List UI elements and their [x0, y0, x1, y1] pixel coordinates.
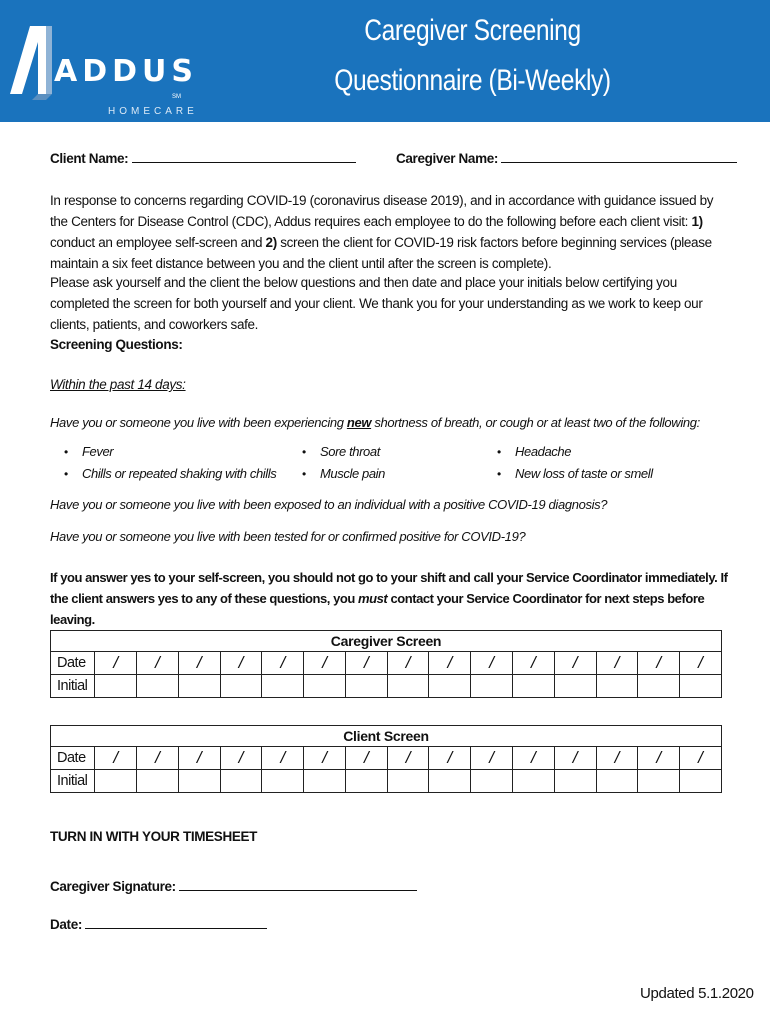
symptom-item: • Sore throat — [302, 441, 385, 463]
signature-line[interactable] — [179, 877, 417, 891]
initial-cell[interactable] — [304, 675, 346, 698]
symptom-item: • New loss of taste or smell — [497, 463, 653, 485]
date-cell[interactable]: / — [554, 747, 596, 770]
date-cell[interactable]: / — [596, 652, 638, 675]
symptom-item: • Muscle pain — [302, 463, 385, 485]
initial-cell[interactable] — [137, 770, 179, 793]
caregiver-name-line[interactable] — [501, 149, 737, 163]
initial-cell[interactable] — [513, 770, 555, 793]
warning-text-b: contact your Service Coordinator for next steps before leaving. — [50, 591, 705, 627]
initial-cell[interactable] — [429, 770, 471, 793]
intro-text-c: screen the client for COVID-19 risk factors before beginning services (please maintain a six feet distance between you and the client until after the screen is complete). — [50, 235, 712, 271]
date-cell[interactable]: / — [513, 747, 555, 770]
initial-cell[interactable] — [95, 675, 137, 698]
question-1 — [50, 412, 740, 433]
addus-logo — [8, 24, 198, 117]
initial-cell[interactable] — [387, 675, 429, 698]
date-cell[interactable]: / — [262, 652, 304, 675]
date-cell[interactable]: / — [680, 747, 722, 770]
date-cell[interactable]: / — [387, 652, 429, 675]
date-cell[interactable]: / — [429, 747, 471, 770]
date-line[interactable] — [85, 915, 267, 929]
initial-cell[interactable] — [137, 675, 179, 698]
table-row — [51, 652, 722, 675]
table-row — [51, 675, 722, 698]
initial-cell[interactable] — [554, 770, 596, 793]
caregiver-name-field[interactable] — [396, 148, 737, 169]
date-cell[interactable]: / — [596, 747, 638, 770]
symptom-item: • Fever — [64, 441, 276, 463]
initial-cell[interactable] — [304, 770, 346, 793]
initial-cell[interactable] — [596, 675, 638, 698]
date-label: Date — [51, 747, 95, 770]
signature-field[interactable] — [50, 876, 417, 897]
screening-period: Within the past 14 days: — [50, 377, 186, 392]
initial-cell[interactable] — [513, 675, 555, 698]
initial-cell[interactable] — [262, 770, 304, 793]
date-cell[interactable]: / — [178, 652, 220, 675]
client-screen-table — [50, 725, 722, 793]
symptoms-column-2 — [302, 441, 385, 485]
date-cell[interactable]: / — [137, 747, 179, 770]
title-line-1: Caregiver Screening — [364, 14, 581, 47]
client-name-label: Client Name: — [50, 151, 129, 166]
question-2 — [50, 494, 607, 515]
signature-label: Caregiver Signature: — [50, 879, 176, 894]
date-cell[interactable]: / — [178, 747, 220, 770]
initial-cell[interactable] — [596, 770, 638, 793]
symptoms-column-3 — [497, 441, 653, 485]
instructions-paragraph: Please ask yourself and the client the below questions and then date and place your initials below certifying you completed the screen for both yourself and your client. We thank you for your understanding as we work to keep our clients, patients, and coworkers safe. — [50, 275, 703, 332]
initial-cell[interactable] — [262, 675, 304, 698]
date-cell[interactable]: / — [304, 747, 346, 770]
question-3 — [50, 526, 525, 547]
initial-label: Initial — [51, 770, 95, 793]
initial-cell[interactable] — [178, 675, 220, 698]
initial-cell[interactable] — [345, 675, 387, 698]
header-banner — [0, 0, 770, 122]
date-cell[interactable]: / — [220, 747, 262, 770]
symptom-item: • Headache — [497, 441, 653, 463]
client-name-field[interactable] — [50, 148, 356, 169]
client-screen-title: Client Screen — [51, 726, 722, 747]
question-1-new: new — [346, 415, 372, 430]
initial-cell[interactable] — [220, 770, 262, 793]
warning-text — [50, 567, 740, 630]
date-cell[interactable]: / — [471, 652, 513, 675]
intro-step-2: 2) — [265, 235, 277, 250]
intro-text-a: In response to concerns regarding COVID-19 (coronavirus disease 2019), and in accordance with guidance issued by the Centers for Disease Control (CDC), Addus requires each employee to do the following before each client visit: — [50, 193, 714, 229]
date-cell[interactable]: / — [638, 652, 680, 675]
title-line-2: Questionnaire (Bi-Weekly) — [334, 64, 611, 97]
warning-text-a: If you answer yes to your self-screen, you should not go to your shift and call your Service Coordinator immediately. If the client answers yes to any of these questions, you — [50, 570, 728, 606]
initial-cell[interactable] — [680, 770, 722, 793]
date-cell[interactable]: / — [95, 652, 137, 675]
question-2-text: Have you or someone you live with been exposed to an individual with a positive COVID-19 diagnosis? — [50, 497, 608, 512]
initial-cell[interactable] — [220, 675, 262, 698]
date-cell[interactable]: / — [262, 747, 304, 770]
caregiver-name-label: Caregiver Name: — [396, 151, 499, 166]
page-title — [300, 6, 645, 106]
initial-cell[interactable] — [471, 675, 513, 698]
initial-cell[interactable] — [429, 675, 471, 698]
date-cell[interactable]: / — [513, 652, 555, 675]
intro-text-b: conduct an employee self-screen and — [50, 235, 266, 250]
initial-cell[interactable] — [387, 770, 429, 793]
question-1-text-a: Have you or someone you live with been experiencing — [50, 415, 347, 430]
date-cell[interactable]: / — [345, 747, 387, 770]
symptom-item: • Chills or repeated shaking with chills — [64, 463, 276, 485]
initial-cell[interactable] — [471, 770, 513, 793]
logo-trademark: SM — [172, 94, 181, 100]
table-row — [51, 770, 722, 793]
symptoms-column-1 — [64, 441, 276, 485]
date-cell[interactable]: / — [429, 652, 471, 675]
intro-step-1: 1) — [691, 214, 703, 229]
initial-cell[interactable] — [345, 770, 387, 793]
caregiver-screen-title: Caregiver Screen — [51, 631, 722, 652]
updated-date: Updated 5.1.2020 — [640, 985, 754, 1002]
date-cell[interactable]: / — [471, 747, 513, 770]
caregiver-screen-table — [50, 630, 722, 698]
initial-cell[interactable] — [638, 675, 680, 698]
initial-cell[interactable] — [680, 675, 722, 698]
intro-paragraph — [50, 190, 732, 274]
date-label: Date — [51, 652, 95, 675]
logo-subtext: HOMECARE — [108, 106, 198, 117]
warning-must: must — [358, 591, 388, 606]
table-row — [51, 747, 722, 770]
initial-cell[interactable] — [638, 770, 680, 793]
date-cell[interactable]: / — [95, 747, 137, 770]
date-field-label: Date: — [50, 917, 83, 932]
turn-in-notice: TURN IN WITH YOUR TIMESHEET — [50, 829, 258, 844]
date-cell[interactable]: / — [554, 652, 596, 675]
date-cell[interactable]: / — [387, 747, 429, 770]
date-field[interactable] — [50, 914, 267, 935]
date-cell[interactable]: / — [304, 652, 346, 675]
logo-wordmark: ADDUS — [54, 54, 198, 89]
initial-cell[interactable] — [554, 675, 596, 698]
screening-heading: Screening Questions: — [50, 337, 183, 352]
initial-cell[interactable] — [178, 770, 220, 793]
date-cell[interactable]: / — [345, 652, 387, 675]
date-cell[interactable]: / — [220, 652, 262, 675]
date-cell[interactable]: / — [680, 652, 722, 675]
date-cell[interactable]: / — [137, 652, 179, 675]
client-name-line[interactable] — [132, 149, 356, 163]
initial-cell[interactable] — [95, 770, 137, 793]
question-1-text-b: shortness of breath, or cough or at least two of the following: — [371, 415, 700, 430]
initial-label: Initial — [51, 675, 95, 698]
date-cell[interactable]: / — [638, 747, 680, 770]
question-3-text: Have you or someone you live with been tested for or confirmed positive for COVID-19? — [50, 529, 526, 544]
